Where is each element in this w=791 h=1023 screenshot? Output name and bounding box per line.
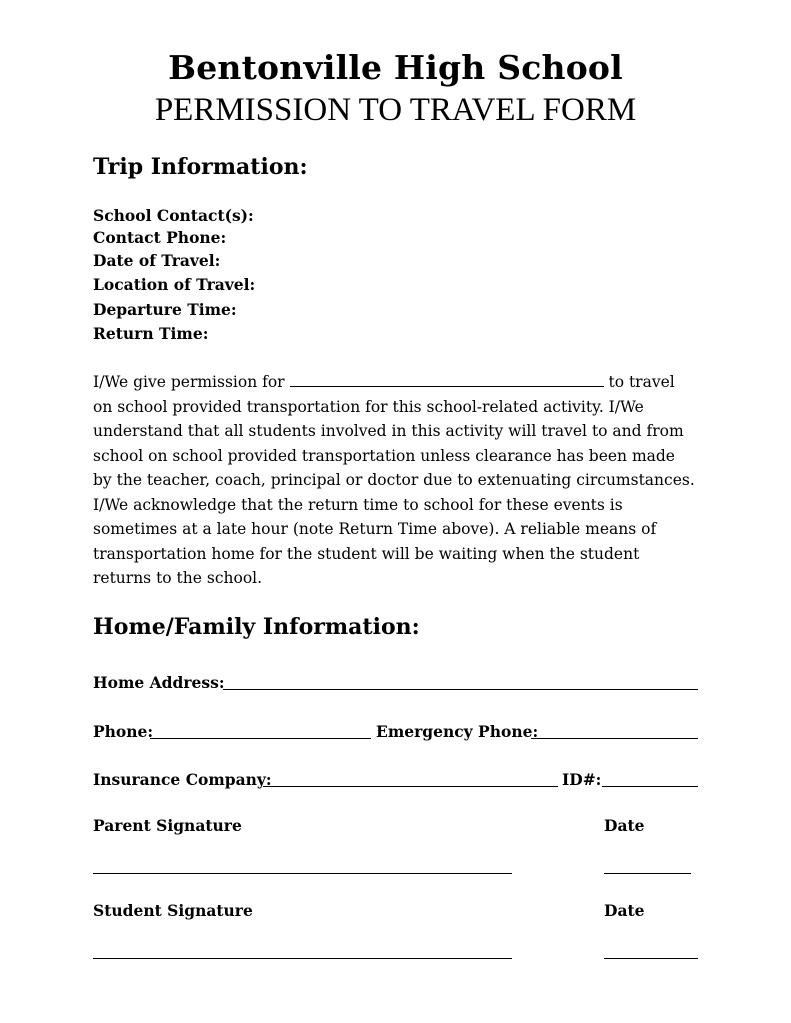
location-of-travel-label: Location of Travel:	[93, 275, 256, 294]
student-signature-label: Student Signature	[93, 901, 253, 920]
home-address-line[interactable]	[223, 689, 698, 690]
student-date-line[interactable]	[604, 958, 698, 959]
trip-information-heading: Trip Information:	[93, 154, 308, 180]
phone-line[interactable]	[150, 738, 371, 739]
home-address-row	[93, 673, 698, 693]
student-date-label: Date	[604, 901, 645, 920]
emergency-phone-label: Emergency Phone:	[376, 722, 539, 741]
student-signature-line[interactable]	[93, 958, 512, 959]
school-name-title: Bentonville High School	[168, 48, 623, 87]
student-signature-row	[93, 901, 698, 921]
id-line[interactable]	[602, 786, 698, 787]
contact-phone-label: Contact Phone:	[93, 228, 227, 247]
parent-date-label: Date	[604, 816, 645, 835]
parent-signature-label: Parent Signature	[93, 816, 242, 835]
insurance-row	[93, 770, 698, 790]
phone-label: Phone:	[93, 722, 154, 741]
permission-text-rest: to travel on school provided transportation for this school-related activity. I/We understand that all students involved in this activity will travel to and from school on school provided transportation unless clearance has been made by the teacher, coach, principal or doctor due to extenuating circumstances. I/We acknowledge that the return time to school for these events is sometimes at a late hour (note Return Time above). A reliable means of transportation home for the student will be waiting when the student returns to the school.	[93, 373, 695, 587]
parent-signature-row	[93, 816, 698, 836]
form-title: PERMISSION TO TRAVEL FORM	[154, 92, 637, 128]
insurance-company-line[interactable]	[263, 786, 558, 787]
phone-row	[93, 722, 698, 742]
return-time-label: Return Time:	[93, 324, 209, 343]
home-family-information-heading: Home/Family Information:	[93, 614, 420, 640]
permission-text-start: I/We give permission for	[93, 373, 285, 391]
parent-date-line[interactable]	[604, 873, 691, 874]
id-label: ID#:	[562, 770, 602, 789]
insurance-company-label: Insurance Company:	[93, 770, 272, 789]
departure-time-label: Departure Time:	[93, 300, 237, 319]
school-contact-label: School Contact(s):	[93, 206, 254, 225]
permission-paragraph	[93, 370, 697, 591]
student-name-blank[interactable]	[290, 372, 604, 387]
parent-signature-line[interactable]	[93, 873, 512, 874]
emergency-phone-line[interactable]	[531, 738, 698, 739]
home-address-label: Home Address:	[93, 673, 225, 692]
date-of-travel-label: Date of Travel:	[93, 251, 221, 270]
